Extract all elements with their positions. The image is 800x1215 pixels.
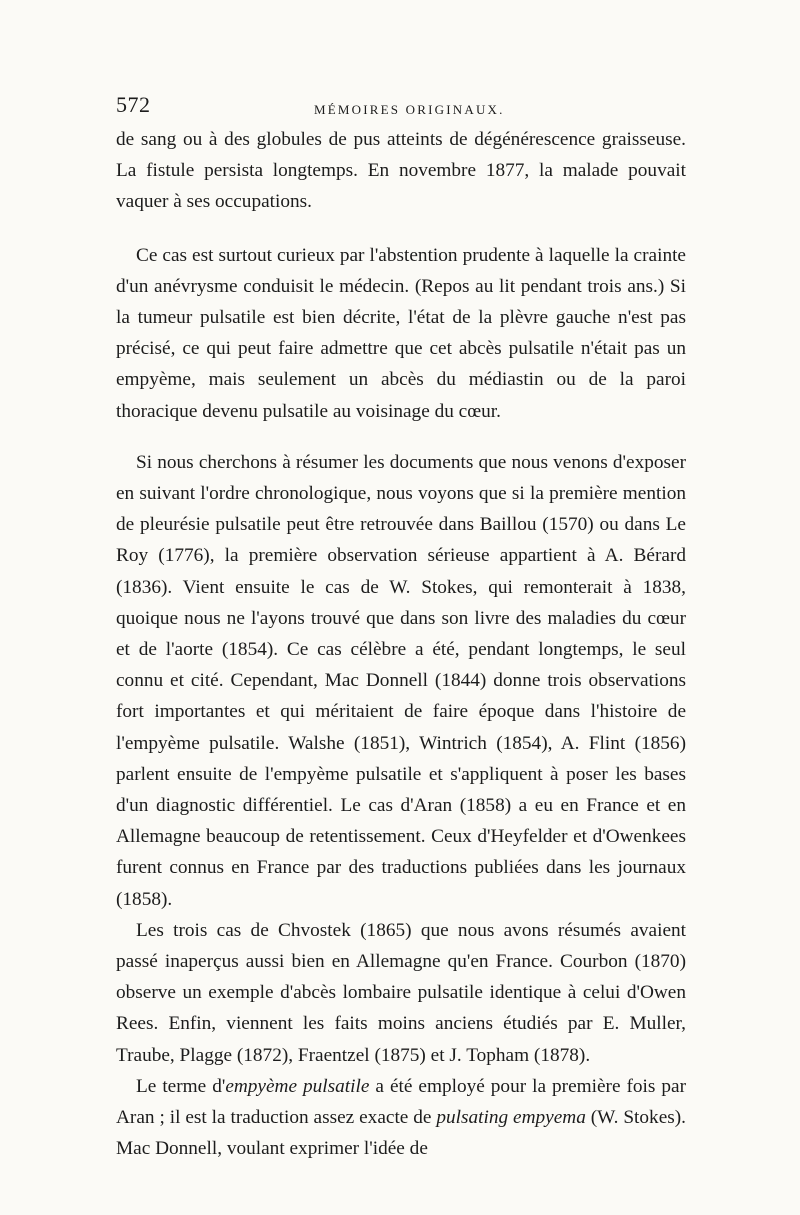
paragraph-continuation: de sang ou à des globules de pus atteints de dégénérescence graisseuse. La fistule persista longtemps. En novembre 1877, la malade pouvait vaquer à ses occupations.	[116, 129, 686, 213]
paragraph-terminology	[116, 1071, 686, 1165]
italic-term: pulsating empyema	[436, 1107, 586, 1129]
page-number: 572	[116, 92, 151, 117]
paragraph-case-comment: Ce cas est surtout curieux par l'abstention prudente à laquelle la crainte d'un anévrysme conduisit le médecin. (Repos au lit pendant trois ans.) Si la tumeur pulsatile est bien décrite, l'état de la plèvre gauche n'est pas précisé, ce qui peut faire admettre que cet abcès pulsatile n'était pas un empyème, mais seulement un abcès du médiastin ou de la paroi thoracique devenu pulsatile au voisinage du cœur.	[116, 244, 686, 422]
book-page	[116, 92, 686, 1165]
paragraph-recent-cases: Les trois cas de Chvostek (1865) que nous avons résumés avaient passé inaperçus aussi bien en Allemagne qu'en France. Courbon (1870) observe un exemple d'abcès lombaire pulsatile identique à celui d'Owen Rees. Enfin, viennent les faits moins anciens étudiés par E. Muller, Traube, Plagge (1872), Fraentzel (1875) et J. Topham (1878).	[116, 919, 686, 1066]
paragraph-chronology: Si nous cherchons à résumer les documents que nous venons d'exposer en suivant l'ordre chronologique, nous voyons que si la première mention de pleurésie pulsatile peut être retrouvée dans Baillou (1570) ou dans Le Roy (1776), la première observation sérieuse appartient à A. Bérard (1836). Vient ensuite le cas de W. Stokes, qui remonterait à 1838, quoique nous ne l'ayons trouvé que dans son livre des maladies du cœur et de l'aorte (1854). Ce cas célèbre a été, pendant longtemps, le seul connu et cité. Cependant, Mac Donnell (1844) donne trois observations fort importantes et qui méritaient de faire époque dans l'histoire de l'empyème pulsatile. Walshe (1851), Wintrich (1854), A. Flint (1856) parlent ensuite de l'empyème pulsatile et s'appliquent à poser les bases d'un diagnostic différentiel. Le cas d'Aran (1858) a eu en France et en Allemagne beaucoup de retentissement. Ceux d'Heyfelder et d'Owenkees furent connus en France par des traductions publiées dans les journaux (1858).	[116, 451, 686, 910]
text-run: a été employé pour la première fois par Aran ; il est la traduction assez exacte de	[116, 1075, 687, 1129]
running-head	[116, 92, 686, 128]
text-run: Le terme d'	[136, 1075, 226, 1097]
running-title: MÉMOIRES ORIGINAUX.	[314, 102, 505, 117]
text-run: (W. Stokes). Mac Donnell, voulant exprimer l'idée de	[116, 1107, 686, 1160]
italic-term: empyème pulsatile	[225, 1075, 370, 1097]
